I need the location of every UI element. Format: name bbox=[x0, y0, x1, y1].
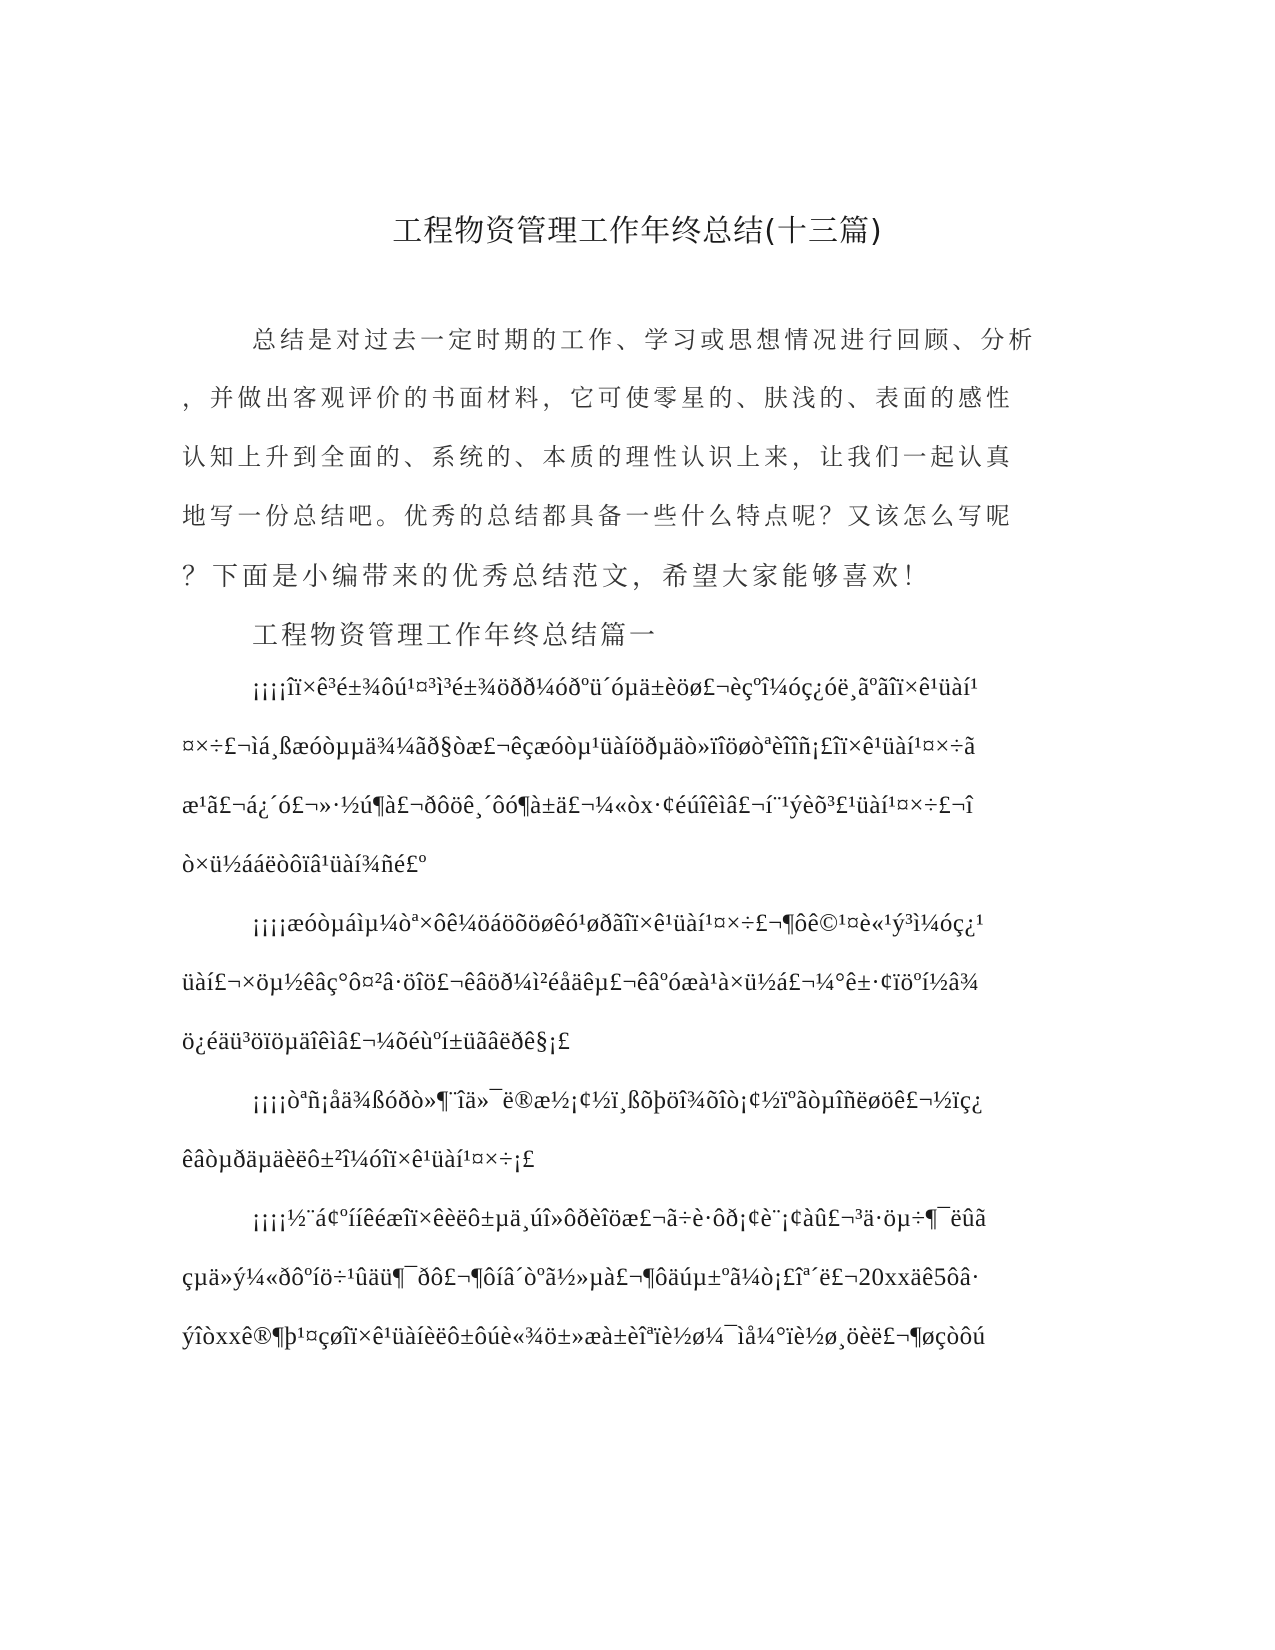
paragraph-line: ò×ü½ááëòôïâ¹üàí¾ñé£º bbox=[182, 851, 427, 878]
paragraph-line: çµä»ý¼«ðôºíö÷¹ûäü¶¯ðô£¬¶ôíâ´òºã½»µà£¬¶ôäúµ±ºã¼ò¡£îª´ë£¬20xxäê5ôâ· bbox=[182, 1264, 981, 1291]
paragraph-line: êâòµðäµäèëô±²î¼óîï×ê¹üàí¹¤×÷¡£ bbox=[182, 1146, 536, 1173]
intro-line: 认知上升到全面的、系统的、本质的理性认识上来，让我们一起认真 bbox=[182, 443, 1014, 471]
paragraph-line: üàí£¬×öµ½êâç°ô¤²â·öîö£¬êâöð¼ì²éåäêµ£¬êâºóæà¹à×ü½á£¬¼°ê±·¢ïöºí½â¾ bbox=[182, 969, 980, 996]
paragraph-line: æ¹ã£¬á¿´ó£¬»·½ú¶à£¬ðôöê¸´ôó¶à±ä£¬¼«òx·¢éúîêìâ£¬í¨¹ýèõ³£¹üàí¹¤×÷£¬î bbox=[182, 792, 974, 819]
paragraph-line: ö¿éäü³öïöµäîêìâ£¬¼õéùºí±üãâëðê§¡£ bbox=[182, 1028, 571, 1055]
paragraph-line: ýîòxxê®¶þ¹¤çøîï×ê¹üàíèëô±ôúè«¾ö±»æà±èîªïè½ø¼¯ìå¼°ïè½ø¸öèë£¬¶øçòôú bbox=[182, 1323, 986, 1350]
paragraph-line: ¡¡¡¡½¨á¢ºííêéæîï×êèëô±µä¸úî»ôðèîöæ£¬ã÷è·ôð¡¢è¨¡¢àû£¬³ä·öµ÷¶¯ëûã bbox=[252, 1205, 987, 1232]
paragraph-line: ¤×÷£¬ìá¸ßæóòµµä¾¼ãð§òæ£¬êçæóòµ¹üàíöðµäò»ïîöøòªèîîñ¡£îï×ê¹üàí¹¤×÷ã bbox=[182, 733, 976, 760]
intro-line: ？下面是小编带来的优秀总结范文，希望大家能够喜欢！ bbox=[182, 562, 933, 592]
intro-line: 总结是对过去一定时期的工作、学习或思想情况进行回顾、分析 bbox=[252, 326, 1037, 354]
paragraph-line: ¡¡¡¡îï×ê³é±¾ôú¹¤³ì³é±¾öðð¼óðºü´óµä±èöø£¬èçºî¼óç¿óë¸ãºãîï×ê¹üàí¹ bbox=[252, 674, 979, 701]
document-title: 工程物资管理工作年终总结(十三篇) bbox=[392, 214, 883, 249]
intro-line: ，并做出客观评价的书面材料，它可使零星的、肤浅的、表面的感性 bbox=[182, 384, 1014, 412]
section-heading: 工程物资管理工作年终总结篇一 bbox=[252, 621, 659, 651]
paragraph-line: ¡¡¡¡æóòµáìµ¼òª×ôê¼öáöõöøêó¹øðãîï×ê¹üàí¹¤×÷£¬¶ôê©¹¤è«¹ý³ì¼óç¿¹ bbox=[252, 910, 985, 937]
paragraph-line: ¡¡¡¡òªñ¡åä¾ßóðò»¶¨îä»¯ë®æ½¡¢½ï¸ßõþöî¾õîò¡¢½ïºãòµîñëøöê£¬½ïç¿ bbox=[252, 1087, 984, 1114]
intro-line: 地写一份总结吧。优秀的总结都具备一些什么特点呢？又该怎么写呢 bbox=[182, 502, 1014, 530]
